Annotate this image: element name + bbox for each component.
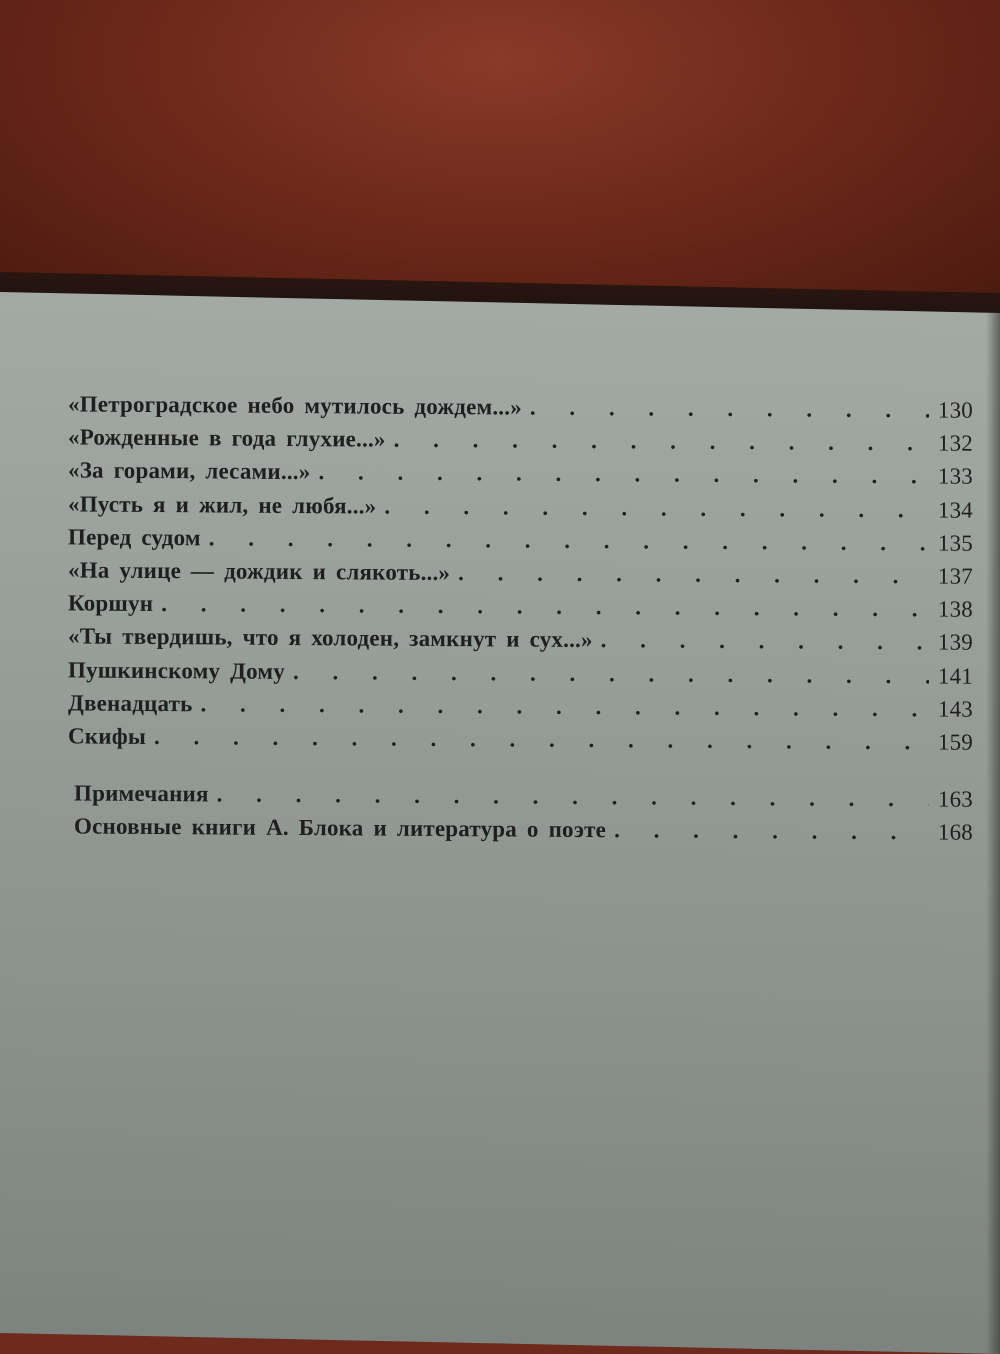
toc-page-number: 139	[937, 629, 973, 656]
toc-page-number: 130	[937, 397, 973, 423]
toc-dot-leader	[209, 525, 929, 556]
toc-entry-title: «На улице — дождик и слякоть...»	[68, 557, 451, 586]
toc-page-number: 143	[937, 696, 973, 722]
toc-entry-title: Скифы	[68, 723, 146, 749]
toc-page-number: 135	[937, 530, 973, 556]
page-shadow	[986, 313, 1000, 1354]
toc-page-number: 168	[937, 819, 973, 845]
toc-entry-title: «Ты твердишь, что я холоден, замкнут и сух...»	[68, 623, 593, 653]
toc-entry-title: Пушкинскому Дому	[68, 656, 285, 684]
toc-entry-title: «Рожденные в года глухие...»	[68, 424, 386, 452]
toc-page-number: 159	[937, 729, 973, 755]
toc-entry-title: Перед судом	[68, 524, 201, 551]
toc-dot-leader	[530, 395, 929, 424]
toc-entry-title: Примечания	[74, 780, 209, 807]
toc-page-number: 132	[937, 430, 973, 456]
toc-entry-title: Двенадцать	[68, 690, 193, 716]
toc-dot-leader	[293, 658, 929, 688]
toc-dot-leader	[154, 724, 929, 755]
toc-appendix-entry	[68, 814, 973, 854]
toc-dot-leader	[601, 627, 929, 655]
toc-page-number: 141	[937, 662, 973, 689]
toc-entry	[68, 723, 973, 763]
toc-page-number: 138	[937, 596, 973, 622]
toc-dot-leader	[384, 493, 929, 523]
toc-page-number: 133	[937, 463, 973, 490]
toc-page-number: 137	[937, 563, 973, 589]
background-surface	[0, 0, 1000, 300]
book-page	[0, 292, 1000, 1354]
toc-dot-leader	[614, 817, 929, 845]
toc-page-number: 134	[937, 497, 973, 523]
toc-entry-title: Коршун	[68, 590, 154, 617]
toc-dot-leader	[394, 427, 929, 457]
toc-entry-title: Основные книги А. Блока и литература о поэте	[74, 813, 607, 843]
toc-entry-title: «Пусть я и жил, не любя...»	[68, 490, 377, 519]
toc-entry-title: «Петроградское небо мутилось дождем...»	[68, 391, 522, 420]
toc-dot-leader	[200, 691, 929, 722]
table-of-contents	[68, 391, 973, 853]
toc-dot-leader	[318, 460, 929, 490]
toc-dot-leader	[161, 591, 929, 622]
toc-page-number: 163	[937, 786, 973, 812]
toc-dot-leader	[458, 560, 929, 589]
toc-dot-leader	[217, 782, 929, 813]
toc-entry-title: «За горами, лесами...»	[68, 457, 311, 485]
